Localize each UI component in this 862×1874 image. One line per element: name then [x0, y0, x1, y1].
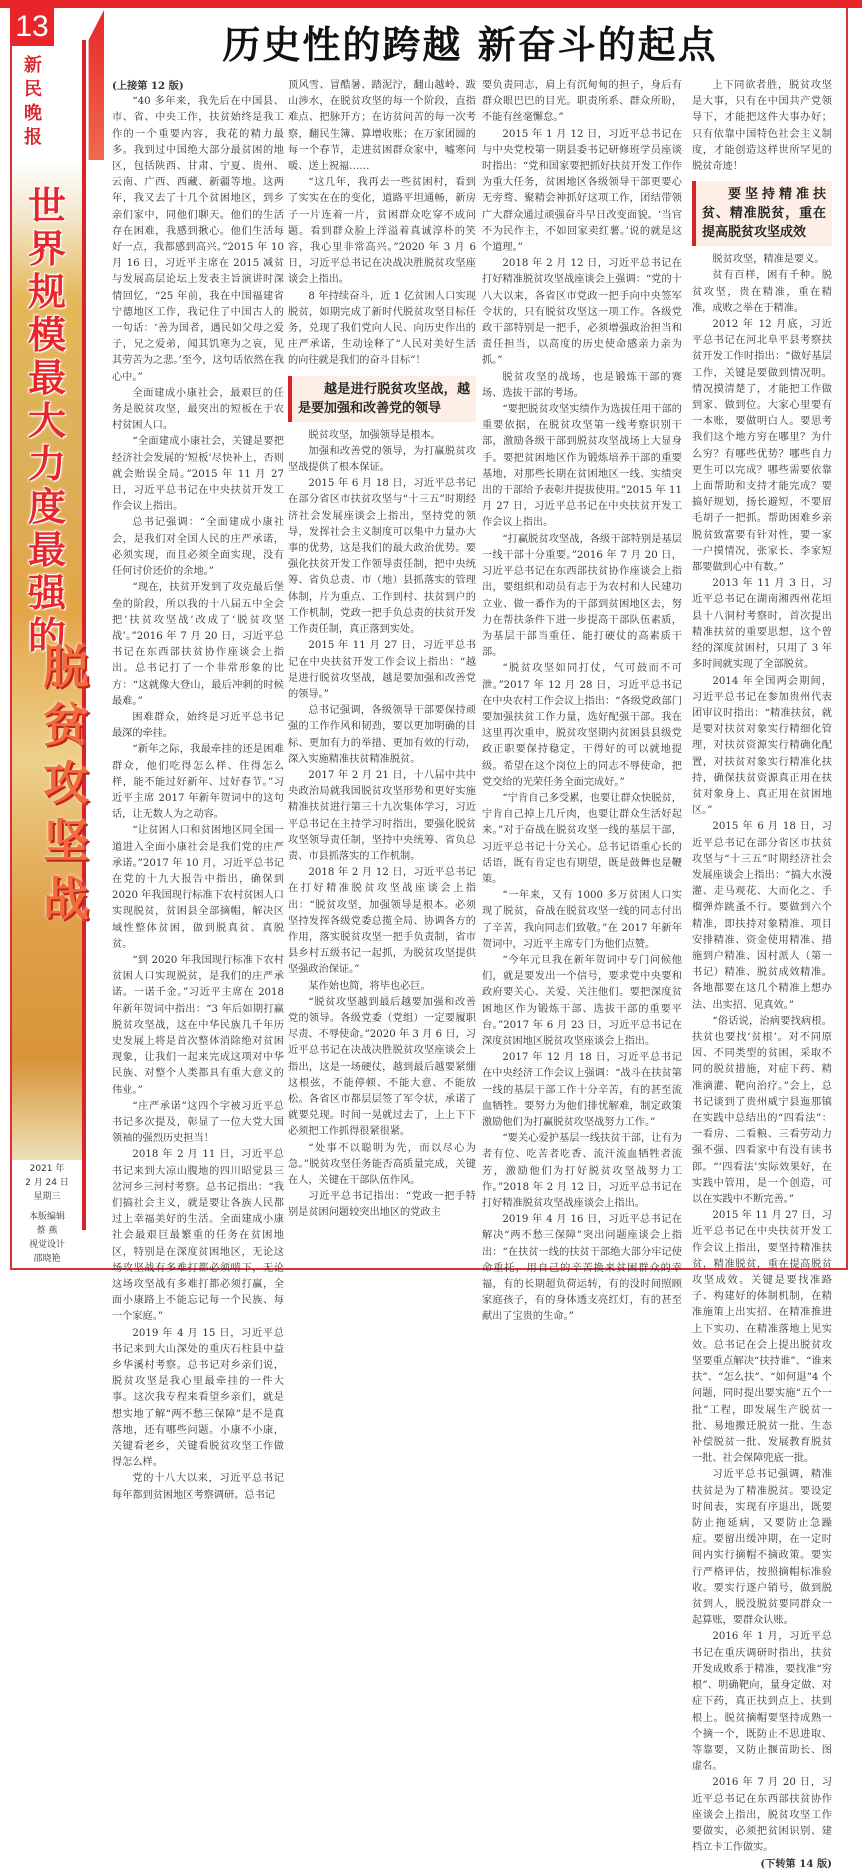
- paragraph: “现在，扶贫开发到了攻克最后堡垒的阶段，所以我的十八届五中全会把‘扶贫攻坚战’改成了‘脱贫攻坚战’。”2016 年 7 月 20 日，习近平总书记在东西部扶贫协作座谈会上指出。总书记打了一个非常形象的比方：“这就像大登山，最后冲刺的时候最难。”: [112, 582, 284, 707]
- paragraph: 加强和改善党的领导，为打赢脱贫攻坚战提供了根本保证。: [288, 445, 476, 474]
- paragraph: 总书记强调，各级领导干部要保持顽强的工作作风和韧劲，要以更加明确的目标、更加有力的举措、更加有效的行动，深入实施精准扶贫精准脱贫。: [288, 705, 476, 765]
- paragraph: 2017 年 2 月 21 日，十八届中共中央政治局就我国脱贫攻坚形势和更好实施精准扶贫进行第三十九次集体学习，习近平总书记在主持学习时指出，要强化脱贫攻坚领导责任制，坚持中央统筹、省负总责、市县抓落实的工作机制。: [288, 769, 476, 862]
- paragraph: 某作始也简，将毕也必巨。: [308, 980, 431, 992]
- issue-info: [14, 1162, 80, 1266]
- designer-label: 视觉设计: [28, 1240, 65, 1250]
- paragraph: 2015 年 11 月 27 日，习近平总书记在中央扶贫开发工作会议上指出，要坚持精准扶贫，精准脱贫，重在提高脱贫攻坚成效。关键是要找准路子、构建好的体制机制，在精准施策上出实招、在精准推进上下实功、在精准落地上见实效。总书记在会上提出脱贫攻坚要重点解决“扶持谁”、“谁来扶”、“怎么扶”、“如何退”4 个问题，同时提出要实施“五个一批”工程，即发展生产脱贫一批、易地搬迁脱贫一批、生态补偿脱贫一批、发展教育脱贫一批、社会保障兜底一批。: [692, 1210, 832, 1465]
- paragraph: 2018 年 2 月 12 日，习近平总书记在打好精准脱贫攻坚战座谈会上强调：“党的十八大以来，各省区市党政一把手向中央签军令状的，只有脱贫攻坚这一项工作。各级党政干部特别是一把手，必须增强政治担当和责任担当，以高度的历史使命感亲力亲为抓。”: [482, 258, 682, 367]
- banner-char: 的: [27, 614, 66, 658]
- paragraph: 2015 年 6 月 18 日，习近平总书记在部分省区市扶贫攻坚与“十三五”时期经济社会发展座谈会上指出，坚持党的领导，发挥社会主义制度可以集中力量办大事的优势，这是我们的最大政治优势。要强化扶贫开发工作领导责任制，把中央统筹、省负总责、市（地）县抓落实的管理体制，片为重点、工作到村、扶贫到户的工作机制，党政一把手负总责的扶贫开发工作责任制，真正落到实处。: [288, 478, 476, 636]
- paragraph: “俗话说，治病要找病根。扶贫也要找‘贫根’。对不同原因、不同类型的贫困，采取不同的脱贫措施，对症下药、精准滴灌、靶向治疗。”会上，总书记谈到了贵州威宁县迤那镇在实践中总结出的“四看法”：一看房、二看粮、三看劳动力强不强、四看家中有没有读书郎。“‘四看法’实际效果好，在实践中管用，是一个创造，可以在实践中不断完善。”: [692, 1015, 832, 1205]
- paragraph: 2019 年 4 月 15 日，习近平总书记来到大山深处的重庆石柱县中益乡华溪村考察。总书记对乡亲们说，脱贫攻坚是我心里最牵挂的一件大事。这次我专程来看望乡亲们，就是想实地了解“两不愁三保障”是不是真落地，还有哪些问题。小康不小康，关键看老乡，关键看脱贫攻坚工作做得怎么样。: [112, 1327, 284, 1469]
- article-column-3: [482, 78, 682, 1326]
- paragraph: 要负责同志，肩上有沉甸甸的担子，身后有群众眼巴巴的目光。职责所系、群众所盼，不能有丝毫懈怠。”: [482, 80, 682, 124]
- editor-name: 蔡 燕: [36, 1226, 58, 1236]
- banner-title-top: [12, 185, 82, 658]
- page-number: 13: [10, 8, 54, 46]
- paragraph: 2015 年 1 月 12 日，习近平总书记在与中央党校第一期县委书记研修班学员座谈时指出：“党和国家要把抓好扶贫开发工作作为重大任务，贫困地区各级领导干部更要心无旁骛、聚精会神抓好这项工作，团结带领广大群众通过顽强奋斗早日改变面貌。‘当官不为民作主，不如回家卖红薯。’说的就是这个道理。”: [482, 128, 682, 254]
- section-subheading: 越是进行脱贫攻坚战，越是要加强和改善党的领导: [288, 376, 476, 422]
- banner-char: 大: [27, 399, 66, 443]
- page-headline: 历史性的跨越 新奋斗的起点: [222, 23, 718, 67]
- banner-char: 世: [27, 184, 66, 228]
- editor-label: 本版编辑: [28, 1212, 65, 1222]
- paragraph: “庄严承诺”这四个字被习近平总书记多次提及，彰显了一位大党大国领袖的强烈历史担当！: [112, 1100, 284, 1145]
- newspaper-brand: [18, 54, 48, 150]
- issue-date-day: 2 月 24 日: [25, 1178, 69, 1188]
- paragraph: 2012 年 12 月底，习近平总书记在河北阜平县考察扶贫开发工作时指出：“做好基层工作，关键是要做到情况明。情况摸清楚了，才能把工作做到家、做到位。大家心里要有一本账，要做明白人。要思考我们这个地方穷在哪里？为什么穷？有哪些优势？哪些自力更生可以完成？哪些需要依靠上面帮助和支持才能完成？要搞好规划，扬长避短，不要眉毛胡子一把抓。帮助困难乡亲脱贫致富要有针对性，要一家一户摸情况，张家长、李家短都要做到心中有数。”: [692, 319, 832, 574]
- paragraph: 贫有百样，困有千种。脱贫攻坚，贵在精准，重在精准，成败之举在于精准。: [692, 270, 832, 314]
- paragraph: “脱贫攻坚越到最后越要加强和改善党的领导。各级党委（党组）一定要履职尽责、不辱使命。”2020 年 3 月 6 日，习近平总书记在决战决胜脱贫攻坚座谈会上指出，这是一场硬仗，越到最后越要紧绷这根弦，不能停顿、不能大意、不能放松。各省区市都层层签了军令状，承诺了就要兑现。时间一晃就过去了，上上下下必须把工作抓得很紧很紧。: [288, 996, 476, 1138]
- paragraph: “到 2020 年我国现行标准下农村贫困人口实现脱贫，是我们的庄严承诺。一诺千金。”习近平主席在 2018 年新年贺词中指出：“3 年后如期打赢脱贫攻坚战，这在中华民族几千年历史发展上将是首次整体消除绝对贫困现象，让我们一起来完成这项对中华民族、对整个人类都具有重大意义的伟业。”: [112, 954, 284, 1096]
- top-red-bar: [0, 0, 862, 8]
- paragraph: “一年来，又有 1000 多万贫困人口实现了脱贫，奋战在脱贫攻坚一线的同志付出了辛苦，我向同志们致敬。”在 2017 年新年贺词中，习近平主席专门为他们点赞。: [482, 890, 682, 950]
- paragraph: 2018 年 2 月 11 日，习近平总书记来到大凉山腹地的四川昭觉县三岔河乡三河村考察。总书记指出：“我们搞社会主义，就是要让各族人民都过上幸福美好的生活。全面建成小康社会最艰巨最繁重的任务在贫困地区，特别是在深度贫困地区，无论这场攻坚战有多难打都必须啃下，无论这场攻坚战有多难打都必须打赢，全面小康路上不能忘记每一个民族、每一个家庭。”: [112, 1149, 284, 1323]
- banner-char: 规: [27, 270, 66, 314]
- paragraph: “今年元旦我在新年贺词中专门问候他们，就是要发出一个信号，要求党中央要和政府要关心、关爱、关注他们。要把深度贫困地区作为锻炼干部、选拔干部的重要平台。”2017 年 6 月 23 日，习近平总书记在深度贫困地区脱贫攻坚座谈会上指出。: [482, 954, 682, 1047]
- brand-char: 报: [24, 127, 42, 148]
- brand-char: 晚: [24, 103, 42, 124]
- paragraph: “这几年，我再去一些贫困村，看到了实实在在的变化，道路平坦通畅，新房子一片连着一片，贫困群众吃穿不成问题。看到群众脸上洋溢着真诚淳朴的笑容，我心里非常高兴。”2020 年 3 月 6 日，习近平总书记在决战决胜脱贫攻坚座谈会上指出。: [288, 177, 476, 286]
- designer-name: 邵晓艳: [33, 1254, 61, 1264]
- paragraph: 脱贫攻坚，加强领导是根本。: [308, 429, 441, 441]
- paragraph: 8 年持续奋斗，近 1 亿贫困人口实现脱贫，如期完成了新时代脱贫攻坚目标任务，兑现了我们党向人民、向历史作出的庄严承诺，生动诠释了“人民对美好生活的向往就是我们的奋斗目标”！: [288, 290, 476, 367]
- banner-char: 攻: [43, 756, 89, 810]
- paragraph: 上下同欲者胜，脱贫攻坚是大事，只有在中国共产党领导下，才能把这件大事办好；只有依靠中国特色社会主义制度，才能创造这样世所罕见的脱贫奇迹！: [692, 80, 832, 173]
- paragraph: 脱贫攻坚，精准是要义。: [712, 254, 825, 266]
- paragraph: “打赢脱贫攻坚战，各级干部特别是基层一线干部十分重要。”2016 年 7 月 20 日，习近平总书记在东西部扶贫协作座谈会上指出，要组织和动员有志于为农村和人民建功立业、做一番作为的干部到贫困地区去，努力在帮扶条件下进一步提高干部队伍素质，为基层干部当重任、能打硬仗的高素质干部。: [482, 533, 682, 659]
- banner-char: 度: [27, 485, 66, 529]
- paragraph: “宁肯自己多受累，也要让群众快脱贫，宁肯自己掉上几斤肉，也要让群众生活好起来。”对于奋战在脱贫攻坚一线的基层干部，习近平总书记十分关心。总书记语重心长的话语，既有肯定也有期望，既是鼓舞也是鞭策。: [482, 792, 682, 885]
- paragraph: “让贫困人口和贫困地区同全国一道进入全面小康社会是我们党的庄严承诺。”2017 年 10 月，习近平总书记在党的十九大报告中指出，确保到 2020 年我国现行标准下农村贫困人口实现脱贫，贫困县全部摘帽，解决区域性整体贫困，做到脱真贫、真脱贫。: [112, 825, 284, 950]
- brand-char: 新: [24, 55, 42, 76]
- paragraph: 习近平总书记强调，精准扶贫是为了精准脱贫。要设定时间表，实现有序退出，既要防止拖延病，又要防止急躁症。要留出缓冲期，在一定时间内实行摘帽不摘政策。要实行严格评估，按照摘帽标准验收。要实行逐户销号，做到脱贫到人，脱没脱贫要同群众一起算账，要群众认账。: [692, 1469, 832, 1627]
- paragraph: “脱贫攻坚如同打仗，气可鼓而不可泄。”2017 年 12 月 28 日，习近平总书记在中央农村工作会议上指出：“各级党政部门要加强扶贫工作力量，选好配强干部。我在这里再次重申，脱贫攻坚期内贫困县县级党政正职要保持稳定，干得好的可以就地提级。希望在这个岗位上的同志不辱使命，把党交给的光荣任务全面完成好。”: [482, 663, 682, 788]
- banner-char: 坚: [43, 814, 89, 868]
- sidebar-divider: [82, 40, 86, 1230]
- paragraph: 2015 年 6 月 18 日，习近平总书记在部分省区市扶贫攻坚与“十三五”时期经济社会发展座谈会上指出：“搞大水漫灌、走马观花、大而化之、手榴弹炸跳蚤不行。要做到六个精准，即扶持对象精准、项目安排精准、资金使用精准、措施到户精准、因村派人（第一书记）精准、脱贫成效精准。各地都要在这几个精准上想办法、出实招、见真效。”: [692, 821, 832, 1011]
- paragraph: “要关心爱护基层一线扶贫干部，让有为者有位、吃苦者吃香、流汗流血牺牲者流芳，激励他们为打好脱贫攻坚战努力工作。”2018 年 2 月 12 日，习近平总书记在打好精准脱贫攻坚战座谈会上指出。: [482, 1133, 682, 1210]
- article-column-2: [288, 78, 476, 1222]
- paragraph: 党的十八大以来，习近平总书记每年都到贫困地区考察调研。总书记: [112, 1473, 284, 1501]
- paragraph: 2015 年 11 月 27 日，习近平总书记在中央扶贫开发工作会议上指出：“越是进行脱贫攻坚战，越是要加强和改善党的领导。”: [288, 640, 476, 700]
- banner-char: 脱: [43, 640, 89, 694]
- section-subheading: 要坚持精准扶贫、精准脱贫，重在提高脱贫攻坚成效: [692, 181, 832, 246]
- article-column-1: [112, 78, 284, 1504]
- paragraph: 2013 年 11 月 3 日，习近平总书记在湖南湘西州花垣县十八洞村考察时，首次提出精准扶贫的重要思想，这个曾经的深度贫困村，只用了 3 年多时间就实现了全部脱贫。: [692, 578, 832, 671]
- banner-char: 模: [27, 313, 66, 357]
- paragraph: “处事不以聪明为先，而以尽心为急。”脱贫攻坚任务能否高质量完成，关键在人，关键在干部队伍作风。: [288, 1142, 476, 1186]
- paragraph: 脱贫攻坚的战场，也是锻炼干部的赛场、选拔干部的考场。: [482, 371, 682, 399]
- paragraph: “新年之际，我最牵挂的还是困难群众，他们吃得怎么样、住得怎么样，能不能过好新年、过好春节。”习近平主席 2017 年新年贺词中的这句话，让无数人为之动容。: [112, 744, 284, 821]
- paragraph: 习近平总书记指出：“党政一把手特别是贫困问题较突出地区的党政主: [288, 1191, 476, 1219]
- paragraph: 2014 年全国两会期间，习近平总书记在参加贵州代表团审议时指出：“精准扶贫，就是要对扶贫对象实行精细化管理，对扶贫资源实行精确化配置，对扶贫对象实行精准化扶持，确保扶贫资源真正用在扶贫对象身上、真正用在贫困地区。”: [692, 675, 832, 817]
- brand-char: 民: [24, 79, 42, 100]
- paragraph: 全面建成小康社会，最艰巨的任务是脱贫攻坚，最突出的短板在于农村贫困人口。: [112, 387, 284, 432]
- banner-title-bottom: [38, 638, 94, 928]
- paragraph: 2017 年 12 月 18 日，习近平总书记在中央经济工作会议上强调：“战斗在扶贫第一线的基层干部工作十分辛苦，有的甚至流血牺牲。要努力为他们排忧解难，制定政策激励他们为打赢脱贫攻坚战努力工作。”: [482, 1052, 682, 1128]
- banner-char: 最: [27, 528, 66, 572]
- paragraph: 2016 年 1 月，习近平总书记在重庆调研时指出，扶贫开发成败系于精准，要找准“穷根”、明确靶向，量身定做、对症下药，真正扶到点上、扶到根上。脱贫摘帽要坚持成熟一个摘一个，既防止不思进取、等靠要，又防止揠苗助长、图虚名。: [692, 1631, 832, 1773]
- banner-char: 强: [27, 571, 66, 615]
- banner-char: 力: [27, 442, 66, 486]
- article-column-4: [692, 78, 832, 1874]
- paragraph: 2019 年 4 月 16 日，习近平总书记在解决“两不愁三保障”突出问题座谈会上指出：“在扶贫一线的扶贫干部绝大部分牢记使命重托，用自己的辛苦换来贫困群众的幸福，有的长期超负荷运转，有的没时间照顾家庭孩子，有的身体透支亮红灯，有的甚至献出了宝贵的生命。”: [482, 1214, 682, 1323]
- paragraph: 顶风雪、冒酷暑、踏泥泞，翻山越岭、跋山涉水，在脱贫攻坚的每一个阶段，直指难点、把脉开方；在访贫问苦的每一次考察，翻民生簿、算增收账；在万家团圆的每一个春节，走进贫困群众家中，嘘寒问暖、送上祝福……: [288, 80, 476, 173]
- paragraph: “全面建成小康社会，关键是要把经济社会发展的‘短板’尽快补上，否则就会贻误全局。”2015 年 11 月 27 日，习近平总书记在中央扶贫开发工作会议上指出。: [112, 436, 284, 513]
- paragraph: “40 多年来，我先后在中国县、市、省、中央工作，扶贫始终是我工作的一个重要内容，我花的精力最多。我到过中国绝大部分最贫困的地区，包括陕西、甘肃、宁夏、贵州、云南、广西、西藏、新疆等地。这两年，我又去了十几个贫困地区，到乡亲们家中，同他们聊天。他们的生活存在困难，我感到揪心。他们生活每好一点，我都感到高兴。”2015 年 10 月 16 日，习近平主席在 2015 减贫与发展高层论坛上发表主旨演讲时深情回忆，“25 年前，我在中国福建省宁德地区工作，我记住了中国古人的一句话：‘善为国者，遇民如父母之爱子，兄之爱弟，闻其饥寒为之哀，见其劳苦为之悲。’至今，这句话依然在我心中。”: [112, 96, 284, 383]
- paragraph: 2016 年 7 月 20 日，习近平总书记在东西部扶贫协作座谈会上指出，脱贫攻坚工作要做实，必须把贫困识别、建档立卡工作做实。: [692, 1777, 832, 1854]
- continued-from: (上接第 12 版): [112, 80, 184, 92]
- banner-char: 战: [43, 872, 89, 926]
- paragraph: 总书记强调：“全面建成小康社会，是我们对全国人民的庄严承诺，必须实现，而且必须全面实现，没有任何讨价还价的余地。”: [112, 517, 284, 578]
- banner-char: 界: [27, 227, 66, 271]
- issue-date-year: 2021 年: [29, 1164, 65, 1174]
- paragraph: “要把脱贫攻坚实绩作为选拔任用干部的重要依据，在脱贫攻坚第一线考察识别干部，激励各级干部到脱贫攻坚战场上大显身手。要把贫困地区作为锻炼培养干部的重要基地，对那些长期在贫困地区一线、实绩突出的干部给予表彰并提拔使用。”2015 年 11 月 27 日，习近平总书记在中央扶贫开发工作会议上指出。: [482, 404, 682, 529]
- banner-char: 最: [27, 356, 66, 400]
- paragraph: 困难群众，始终是习近平总书记最深的牵挂。: [112, 711, 284, 740]
- issue-weekday: 星期三: [33, 1192, 61, 1202]
- paragraph: 2018 年 2 月 12 日，习近平总书记在打好精准脱贫攻坚战座谈会上指出：“脱贫攻坚，加强领导是根本。必须坚持发挥各级党委总揽全局、协调各方的作用，落实脱贫攻坚一把手负责制，省市县乡村五级书记一起抓，为脱贫攻坚提供坚强政治保证。”: [288, 867, 476, 976]
- banner-char: 贫: [43, 698, 89, 752]
- continued-to: (下转第 14 版): [760, 1858, 832, 1871]
